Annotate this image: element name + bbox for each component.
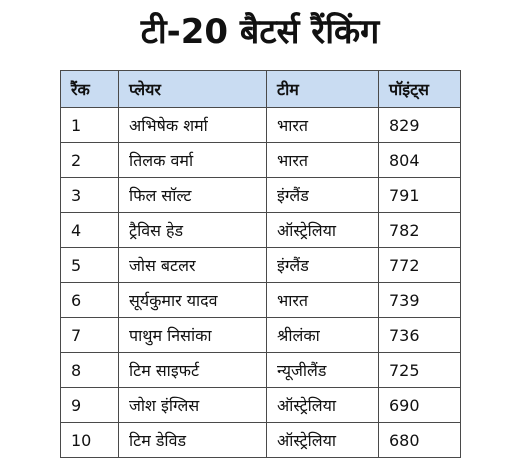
table-row	[61, 248, 461, 283]
cell-player: ट्रैविस हेड	[119, 213, 267, 248]
page-title: टी-20 बैटर्स रैंकिंग	[140, 12, 380, 52]
cell-points: 739	[379, 283, 461, 318]
cell-player: टिम साइफर्ट	[119, 353, 267, 388]
cell-player: पाथुम निसांका	[119, 318, 267, 353]
cell-player: तिलक वर्मा	[119, 143, 267, 178]
cell-team: इंग्लैंड	[267, 248, 379, 283]
cell-player: जोश इंग्लिस	[119, 388, 267, 423]
cell-player: फिल सॉल्ट	[119, 178, 267, 213]
cell-points: 772	[379, 248, 461, 283]
cell-player: जोस बटलर	[119, 248, 267, 283]
cell-rank: 3	[61, 178, 119, 213]
cell-rank: 6	[61, 283, 119, 318]
cell-points: 680	[379, 423, 461, 458]
cell-team: भारत	[267, 283, 379, 318]
cell-rank: 8	[61, 353, 119, 388]
cell-points: 791	[379, 178, 461, 213]
table-row	[61, 108, 461, 143]
table-header-row	[61, 71, 461, 108]
cell-team: इंग्लैंड	[267, 178, 379, 213]
cell-rank: 4	[61, 213, 119, 248]
table-row	[61, 318, 461, 353]
ranking-table	[60, 70, 461, 458]
cell-team: ऑस्ट्रेलिया	[267, 213, 379, 248]
cell-points: 782	[379, 213, 461, 248]
cell-rank: 1	[61, 108, 119, 143]
table-row	[61, 353, 461, 388]
cell-rank: 2	[61, 143, 119, 178]
cell-points: 736	[379, 318, 461, 353]
header-points: पॉइंट्स	[379, 71, 461, 108]
table-row	[61, 283, 461, 318]
header-team: टीम	[267, 71, 379, 108]
cell-team: भारत	[267, 108, 379, 143]
cell-player: अभिषेक शर्मा	[119, 108, 267, 143]
cell-rank: 7	[61, 318, 119, 353]
cell-team: न्यूजीलैंड	[267, 353, 379, 388]
cell-points: 690	[379, 388, 461, 423]
cell-team: श्रीलंका	[267, 318, 379, 353]
cell-points: 804	[379, 143, 461, 178]
table-row	[61, 178, 461, 213]
cell-points: 725	[379, 353, 461, 388]
table-row	[61, 143, 461, 178]
cell-rank: 5	[61, 248, 119, 283]
header-rank: रैंक	[61, 71, 119, 108]
cell-team: भारत	[267, 143, 379, 178]
cell-team: ऑस्ट्रेलिया	[267, 423, 379, 458]
cell-points: 829	[379, 108, 461, 143]
table-row	[61, 423, 461, 458]
cell-player: सूर्यकुमार यादव	[119, 283, 267, 318]
header-player: प्लेयर	[119, 71, 267, 108]
cell-rank: 10	[61, 423, 119, 458]
table-row	[61, 213, 461, 248]
cell-team: ऑस्ट्रेलिया	[267, 388, 379, 423]
cell-rank: 9	[61, 388, 119, 423]
cell-player: टिम डेविड	[119, 423, 267, 458]
table-row	[61, 388, 461, 423]
